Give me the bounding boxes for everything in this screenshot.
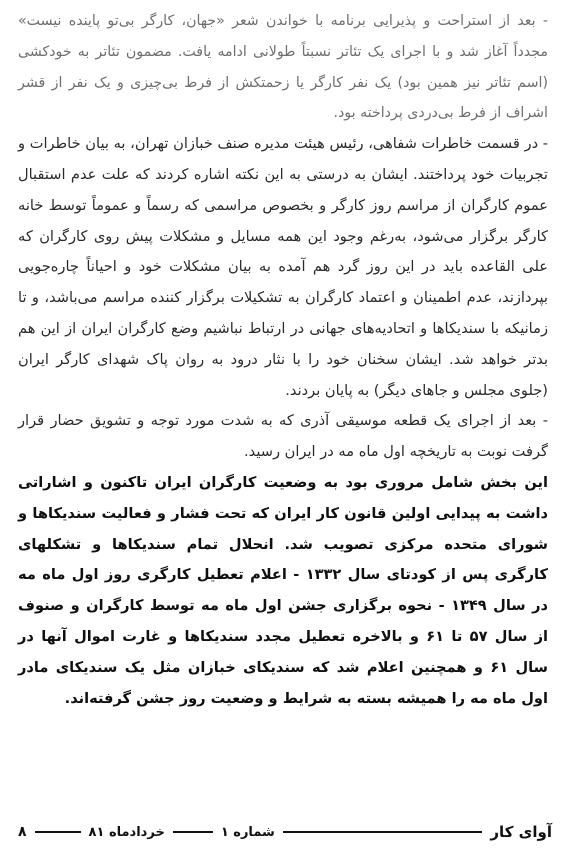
paragraph-1: - بعد از استراحت و پذیرایی برنامه با خواندن شعر «جهان، کارگر بی‌تو پاینده نیست» مجدداً آغاز شد و با اجرای یک تئاتر نسبتاً طولانی ادامه یافت. مضمون تئاتر به خودکشی (اسم تئاتر نیز همین بود) یک نفر کارگر یا زحمتکش از فرط بی‌چیزی و یک نفر از قشر اشراف از فرط بی‌دردی پرداخته بود. — [18, 13, 548, 122]
page-footer — [18, 822, 552, 842]
publication-name: آوای کار — [490, 823, 552, 841]
paragraph-2: - در قسمت خاطرات شفاهی، رئیس هیئت مدیره صنف خبازان تهران، به بیان خاطرات و تجربیات خود پرداختند. ایشان به درستی به این نکته اشاره کردند که علت عدم استقبال عموم کارگران از مراسم روز کارگر و بخصوص مراسمی که رسماً و عموماً توسط خانه کارگر برگزار می‌شود، به‌رغم وجود این همه مسایل و مشکلات پیش روی کارگران که علی القاعده باید در این روز گرد هم آمده به بیان مشکلات خود و احیاناً چاره‌جویی بپردازند، عدم اطمینان و اعتماد کارگران به تشکیلات برگزار کننده مراسم می‌باشد، و تا زمانیکه با سندیکاها و اتحادیه‌های جهانی در ارتباط نباشیم وضع کارگران ایران از این هم بدتر خواهد شد. ایشان سخنان خود را با نثار درود به روان پاک شهدای کارگر ایران (جلوی مجلس و جاهای دیگر) به پایان بردند. — [18, 135, 548, 399]
paragraph-4: این بخش شامل مروری بود به وضعیت کارگران ایران تاکنون و اشاراتی داشت به پیدایی اولین قانون کار ایران که تحت فشار و فعالیت سندیکاها و شورای متحده مرکزی تصویب شد. انحلال تمام سندیکاها و تشکلهای کارگری پس از کودتای سال ۱۳۳۲ - اعلام تعطیل کارگری روز اول ماه مه در سال ۱۳۴۹ - نحوه برگزاری جشن اول ماه مه توسط کارگران و صنوف از سال ۵۷ تا ۶۱ و بالاخره تعطیل مجدد سندیکاها و غارت اموال آنها در سال ۶۱ و همچنین اعلام شد که سندیکای خبازان مثل یک سندیکای مادر اول ماه مه را همیشه بسته به شرایط و وضعیت روز جشن گرفته‌اند. — [18, 473, 549, 707]
issue-date: خردادماه ۸۱ — [88, 824, 165, 840]
issue-number: شماره ۱ — [220, 824, 275, 840]
footer-rule — [173, 831, 213, 833]
footer-rule — [35, 831, 81, 833]
page-number: ۸ — [18, 824, 27, 840]
footer-rule — [283, 831, 483, 833]
paragraph-3: - بعد از اجرای یک قطعه موسیقی آذری که به شدت مورد توجه و تشویق حضار قرار گرفت نوبت به تاریخچه اول ماه مه در ایران رسید. — [18, 412, 548, 461]
